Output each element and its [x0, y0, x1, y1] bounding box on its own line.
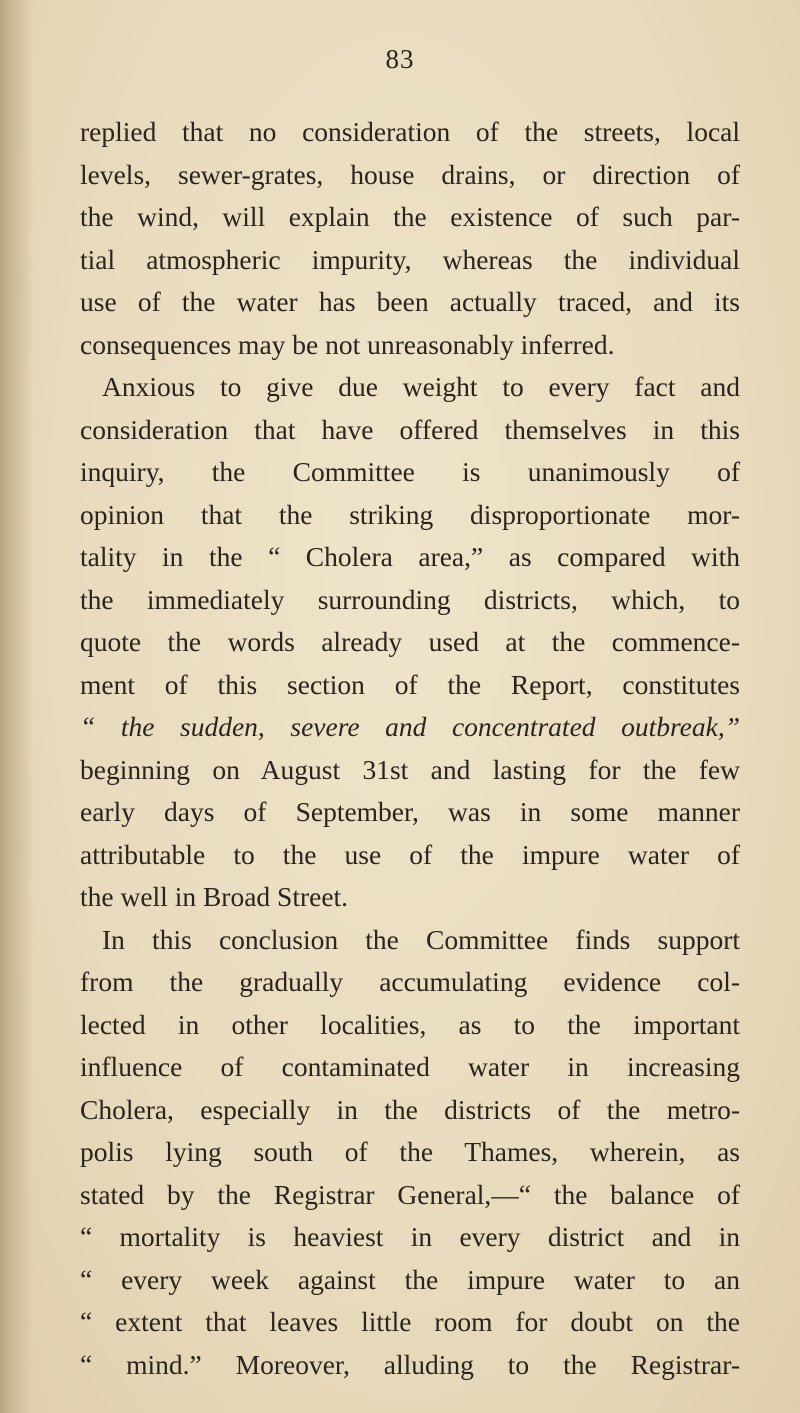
text-line: early days of September, was in some manner [80, 796, 740, 827]
text-line: Cholera, especially in the districts of the metro- [80, 1093, 740, 1125]
binding-shadow [0, 0, 34, 1413]
page-number: 83 [385, 44, 415, 74]
text-line: attributable to the use of the impure water of [80, 838, 740, 870]
text-line: “ mortality is heaviest in every district and in [80, 1221, 740, 1252]
text-line: In this conclusion the Committee finds support [102, 923, 740, 955]
text-line: consideration that have offered themselves in this [80, 413, 740, 445]
text-line: use of the water has been actually traced, and its [80, 286, 740, 317]
text-line: inquiry, the Committee is unanimously of [80, 456, 740, 487]
text-line: lected in other localities, as to the important [80, 1008, 740, 1040]
text-line: the wind, will explain the existence of such par- [80, 201, 740, 232]
text-line-italic: “ the sudden, severe and concentrated outbreak,” [80, 711, 740, 742]
text-line: levels, sewer-grates, house drains, or direction of [80, 158, 740, 190]
text-line: “ mind.” Moreover, alluding to the Registrar- [80, 1348, 740, 1380]
text-line: polis lying south of the Thames, wherein, as [80, 1136, 740, 1167]
text-line: tial atmospheric impurity, whereas the individual [80, 243, 740, 275]
text-line: influence of contaminated water in increasing [80, 1051, 740, 1082]
text-line: the immediately surrounding districts, which, to [80, 583, 740, 615]
text-line: replied that no consideration of the streets, local [80, 116, 740, 147]
text-line: “ extent that leaves little room for doubt on the [80, 1306, 740, 1337]
text-line: Anxious to give due weight to every fact and [102, 371, 740, 402]
text-line: quote the words already used at the commence- [80, 626, 740, 657]
body-text [80, 111, 740, 1386]
text-line: opinion that the striking disproportionate mor- [80, 498, 740, 530]
text-line: tality in the “ Cholera area,” as compared with [80, 541, 740, 572]
text-line: from the gradually accumulating evidence col- [80, 966, 740, 997]
text-line: the well in Broad Street. [80, 881, 349, 912]
text-line: ment of this section of the Report, constitutes [80, 668, 740, 700]
text-line: consequences may be not unreasonably inferred. [80, 328, 615, 360]
text-line: beginning on August 31st and lasting for the few [80, 753, 740, 785]
text-line: “ every week against the impure water to an [80, 1263, 740, 1295]
text-line: stated by the Registrar General,—“ the balance of [80, 1178, 740, 1210]
